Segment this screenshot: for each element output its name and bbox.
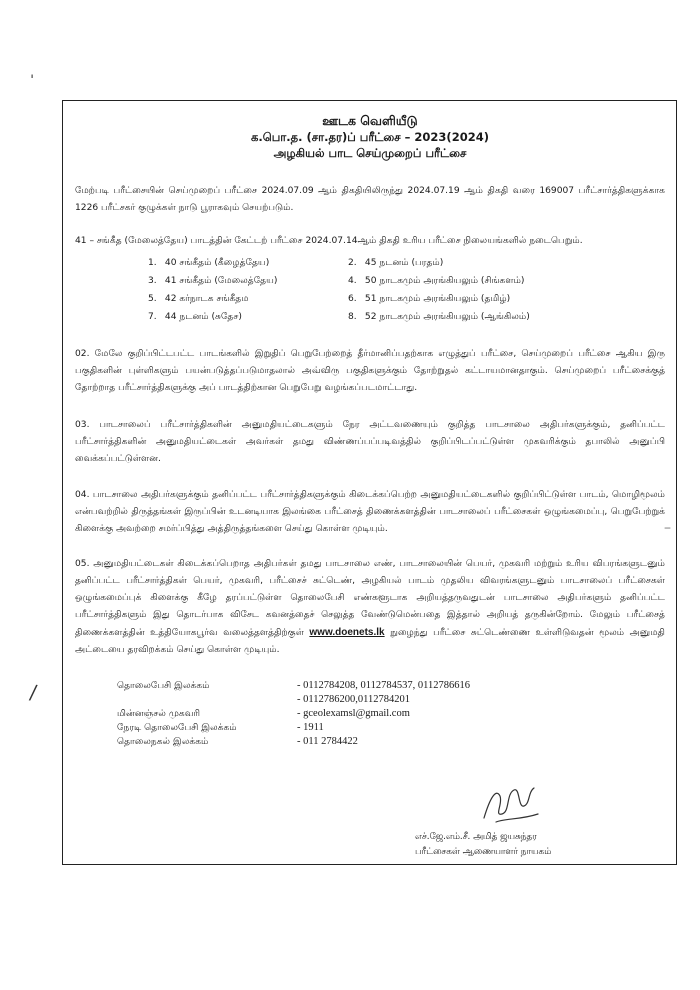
exam-title: க.பொ.த. (சா.தர)ப் பரீட்சை – 2023(2024) <box>251 130 489 144</box>
handwritten-signature <box>476 778 546 830</box>
paragraph-02: 02. மேலே குறிப்பிட்டபட்ட பாடங்களில் இறுதிப் பெறுபேற்றைத் தீர்மானிப்பதற்காக எழுத்துப் பரீட்சை, செய்முறைப் பரீட்சை ஆகிய இரு பகுதிகளின் புள்ளிகளும் பயன்படுத்தப்படுமாதலால் அவ்விரு பகுதிகளுக்கும் தோற்றுதல் கட்டாயமானதாகும். செய்முறைப் பரீட்சைக்குத் தோற்றாத பரீட்சார்த்திகளுக்கு அப் பாடத்திற்கான பெறுபேறு வழங்கப்படமாட்டாது. <box>75 349 665 393</box>
email-label: மின்னஞ்சல் முகவரி <box>117 709 200 719</box>
paragraph-41: 41 – சங்கீத (மேலைத்தேய) பாடத்தின் கேட்டற் பரீட்சை 2024.07.14ஆம் திகதி உரிய பரீட்சை நிலையங்களில் நடைபெறும். <box>75 236 583 246</box>
margin-mark: – <box>664 520 671 536</box>
title-block <box>75 113 665 161</box>
signatory-block <box>415 830 551 860</box>
email-row <box>117 707 665 721</box>
subject-item: 8. 52 நாடகமும் அரங்கியலும் (ஆங்கிலம்) <box>348 312 530 322</box>
subject-item: 6. 51 நாடகமும் அரங்கியலும் (தமிழ்) <box>348 294 511 304</box>
subject-item: 7. 44 நடனம் (சுதேச) <box>148 312 242 322</box>
margin-mark: / <box>28 679 39 705</box>
email-value: - gceolexamsl@gmail.com <box>297 708 410 719</box>
subject-item: 3. 41 சங்கீதம் (மேலைத்தேய) <box>148 276 278 286</box>
direct-phone-value: - 1911 <box>297 722 324 733</box>
phone-row-2 <box>117 693 665 707</box>
paragraph-05-text: 05. அனுமதியட்டைகள் கிடைக்கப்பெறாத அதிபர்கள் தமது பாடசாலை எண், பாடசாலையின் பெயர், முகவரி மற்றும் உரிய விபரங்களுடனும் தனிப்பட்ட பரீட்சார்த்திகள் பெயர், முகவரி, பரீட்சைச் சுட்டெண், அழகியல் பாடம் முதலிய விவரங்களுடனும் பாடசாலைப் பரீட்சைகள் ஒழுங்கமைப்புக் கிளைக்கு கீழே தரப்பட்டுள்ள தொலைபேசி எண்களூடாக அறியத்தருவதுடன் பாடசாலை அதிபர்களும் தனிப்பட்ட பரீட்சார்த்திகளும் இது தொடர்பாக விசேட கவனத்தைச் செலுத்த வேண்டுமென்பதை இத்தால் அறியத் தருகின்றோம். மேலும் பரீட்சைத் திணைக்களத்தின் உத்தியோகபூர்வ வலைத்தளத்திற்குள் <box>75 559 665 638</box>
signatory-name: எச்.ஜே.எம்.சீ. அமித் ஜயசுந்தர <box>415 832 537 842</box>
document-title: ஊடக வெளியீடு <box>322 113 418 128</box>
subject-item: 2. 45 நடனம் (பரதம்) <box>348 258 444 268</box>
website-link[interactable]: www.doenets.lk <box>309 627 385 638</box>
subject-item: 4. 50 நாடகமும் அரங்கியலும் (சிங்களம்) <box>348 276 525 286</box>
paragraph-03: 03. பாடசாலைப் பரீட்சார்த்திகளின் அனுமதியட்டைகளும் நேர அட்டவணையும் குறித்த பாடசாலை அதிபர்களுக்கும், தனிப்பட்ட பரீட்சார்த்திகளின் அனுமதியட்டைகள் அவர்கள் தமது விண்ணப்பப்படிவத்தில் குறிப்பிடப்பட்டுள்ள முகவரிக்கும் தபாலில் அனுப்பி வைக்கப்பட்டுள்ளன. <box>75 420 665 464</box>
phone-numbers: - 0112784208, 0112784537, 0112786616 <box>297 680 470 691</box>
margin-mark: ˈ <box>30 72 35 90</box>
fax-value: - 011 2784422 <box>297 736 358 747</box>
signatory-title: பரீட்சைகள் ஆணையாளர் நாயகம் <box>415 847 552 857</box>
direct-phone-row <box>117 721 665 735</box>
exam-subtitle: அழகியல் பாட செய்முறைப் பரீட்சை <box>273 146 467 160</box>
subject-item: 1. 40 சங்கீதம் (கீழைத்தேய) <box>148 258 270 268</box>
direct-phone-label: நேரடி தொலைபேசி இலக்கம் <box>117 723 237 733</box>
paragraph-04: 04. பாடசாலை அதிபர்களுக்கும் தனிப்பட்ட பரீட்சார்த்திகளுக்கும் கிடைக்கப்பெற்ற அனுமதியட்டைகளில் குறிப்பிட்டுள்ள பாடம், மொழிமூலம் என்பவற்றில் திருத்தங்கள் இருப்பின் உடனடியாக இலங்கை பரீட்சைத் திணைக்களத்தின் பாடசாலைப் பரீட்சைகள் ஒழுங்கமைப்பு, பெறுபேற்றுக் கிளைக்கு அவற்றை சமர்ப்பித்து அத்திருத்தங்களை செய்து கொள்ள முடியும். <box>75 490 665 534</box>
paragraph-05 <box>75 556 665 659</box>
subject-list <box>148 256 665 324</box>
phone-numbers-2: - 0112786200,0112784201 <box>297 694 410 705</box>
phone-row <box>117 679 665 693</box>
subject-item: 5. 42 கர்நாடக சங்கீதம <box>148 294 249 304</box>
press-release-body <box>75 113 665 749</box>
intro-paragraph: மேற்படி பரீட்சையின் செய்முறைப் பரீட்சை 2024.07.09 ஆம் திகதியிலிருந்து 2024.07.19 ஆம் திகதி வரை 169007 பரீட்சார்த்திகளுக்காக 1226 பரீட்சகர் குழுக்கள் நாடு பூராகவும் செயற்படும். <box>75 186 665 213</box>
contact-details <box>117 679 665 749</box>
paragraph-05-text-end: நுழைந்து பரீட்சை சுட்டெண்ணை உள்ளிடுவதன் மூலம் அனுமதி அட்டையை தரவிறக்கம் செய்து கொள்ள முடியும். <box>75 628 665 655</box>
fax-label: தொலைநகல் இலக்கம் <box>117 737 209 747</box>
fax-row <box>117 735 665 749</box>
phone-label: தொலைபேசி இலக்கம் <box>117 681 210 691</box>
